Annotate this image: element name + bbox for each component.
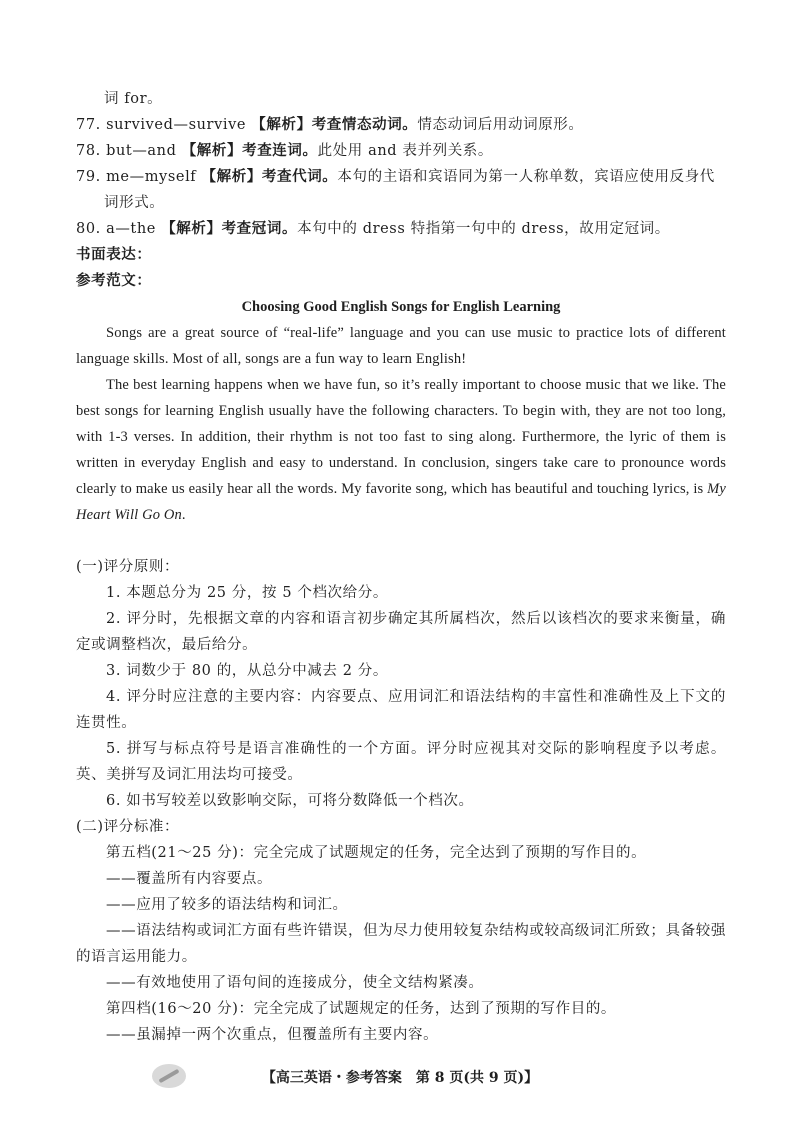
essay-paragraph-2-text: The best learning happens when we have fun, so it’s really important to choose music that we like. The best songs for learning English usually have the following characters. To begin with, they are not too long, with 1-3 verses. In addition, their rhythm is not too fast to sing along. Furthermore, the lyric of them is written in everyday English and easy to understand. In conclusion, singers take care to pronounce words clearly to make us easily hear all the words. My favorite song, which has beautiful and touching lyrics, is xyxy=(76,377,726,497)
page-footer: 【高三英语・参考答案 第 8 页(共 9 页)】 xyxy=(261,1070,539,1086)
answer-76-tail: 词 for。 xyxy=(104,91,163,107)
principle-item: 1. 本题总分为 25 分，按 5 个档次给分。 xyxy=(106,585,388,601)
essay-title: Choosing Good English Songs for English Learning xyxy=(241,299,561,315)
answer-80-tag: 【解析】考查冠词。 xyxy=(161,220,298,237)
tier-5-item: ——语法结构或词汇方面有些许错误，但为尽力使用较复杂结构或较高级词汇所致；具备较强的语言运用能力。 xyxy=(76,923,726,965)
answer-78-number: 78. but—and xyxy=(76,143,177,159)
answer-78-tag: 【解析】考查连词。 xyxy=(181,142,318,159)
answer-77-tag: 【解析】考查情态动词。 xyxy=(251,116,418,133)
song-title: My Heart Will Go On xyxy=(76,481,726,523)
tier-4-description: 第四档(16～20 分)：完全完成了试题规定的任务，达到了预期的写作目的。 xyxy=(106,1001,617,1017)
principle-item: 2. 评分时，先根据文章的内容和语言初步确定其所属档次，然后以该档次的要求来衡量，确定或调整档次，最后给分。 xyxy=(76,611,726,653)
answer-77 xyxy=(76,112,726,138)
tier-5-item: ——覆盖所有内容要点。 xyxy=(106,871,273,887)
answer-78-explanation: 此处用 and 表并列关系。 xyxy=(317,143,493,159)
answer-78 xyxy=(76,138,726,164)
answer-77-number: 77. survived—survive xyxy=(76,117,247,133)
principle-item: 5. 拼写与标点符号是语言准确性的一个方面。评分时应视其对交际的影响程度予以考虑。英、美拼写及词汇用法均可接受。 xyxy=(76,741,726,783)
answer-80-explanation: 本句中的 dress 特指第一句中的 dress，故用定冠词。 xyxy=(297,221,670,237)
answer-79-number: 79. me—myself xyxy=(76,169,197,185)
essay-paragraph-2-end: . xyxy=(181,507,186,523)
tier-5-item: ——应用了较多的语法结构和词汇。 xyxy=(106,897,348,913)
scoring-standards xyxy=(76,814,726,1048)
answer-79-tag: 【解析】考查代词。 xyxy=(201,168,338,185)
answer-77-explanation: 情态动词后用动词原形。 xyxy=(417,117,584,133)
essay-body xyxy=(76,320,726,528)
principles-heading: (一)评分原则： xyxy=(76,559,180,575)
tier-5-item: ——有效地使用了语句间的连接成分，使全文结构紧凑。 xyxy=(106,975,484,991)
answer-79-continuation: 词形式。 xyxy=(104,195,165,211)
writing-heading: 书面表达： xyxy=(76,246,152,263)
principle-item: 6. 如书写较差以致影响交际，可将分数降低一个档次。 xyxy=(106,793,474,809)
answer-80 xyxy=(76,216,726,242)
essay-paragraph-1: Songs are a great source of “real-life” language and you can use music to practice lots of different language skills. Most of all, songs are a fun way to learn English! xyxy=(76,325,726,367)
sample-essay xyxy=(76,294,726,528)
answer-79 xyxy=(76,164,726,190)
principle-item: 3. 词数少于 80 的，从总分中减去 2 分。 xyxy=(106,663,388,679)
answers-section xyxy=(76,86,726,294)
answer-79-explanation: 本句的主语和宾语同为第一人称单数，宾语应使用反身代 xyxy=(337,169,715,185)
scoring-principles xyxy=(76,554,726,814)
standards-heading: (二)评分标准： xyxy=(76,819,180,835)
sample-essay-label: 参考范文： xyxy=(76,272,152,289)
tier-5-description: 第五档(21～25 分)：完全完成了试题规定的任务，完全达到了预期的写作目的。 xyxy=(106,845,647,861)
principle-item: 4. 评分时应注意的主要内容：内容要点、应用词汇和语法结构的丰富性和准确性及上下文的连贯性。 xyxy=(76,689,726,731)
tier-4-item: ——虽漏掉一两个次重点，但覆盖所有主要内容。 xyxy=(106,1027,439,1043)
answer-80-number: 80. a—the xyxy=(76,221,156,237)
essay-paragraph-2 xyxy=(76,372,726,528)
